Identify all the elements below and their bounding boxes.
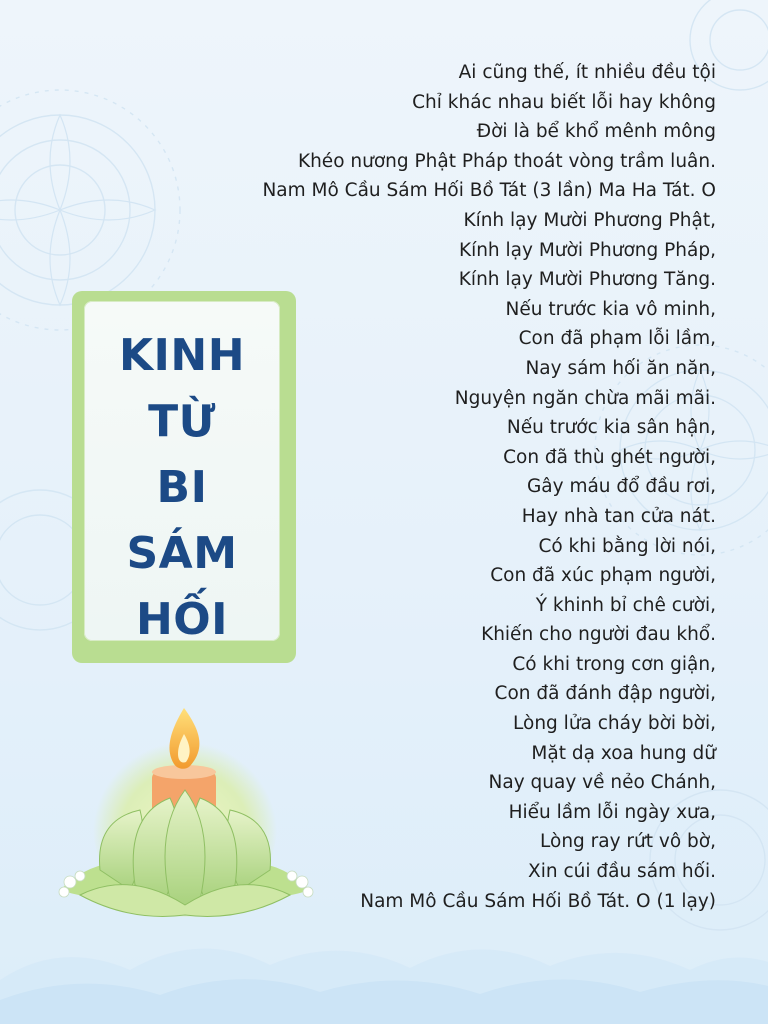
verse-line: Lòng lửa cháy bời bời, <box>513 713 716 735</box>
verse-line: Nếu trước kia vô minh, <box>505 298 716 320</box>
verse-line: Nguyện ngăn chừa mãi mãi. <box>454 387 716 409</box>
verse-line: Nay quay về nẻo Chánh, <box>488 772 716 794</box>
verse-line: Kính lạy Mười Phương Tăng. <box>458 269 716 291</box>
verse-line: Có khi trong cơn giận, <box>512 653 716 675</box>
verse-line: Kính lạy Mười Phương Phật, <box>463 209 716 231</box>
verse-line: Khiến cho người đau khổ. <box>481 624 716 646</box>
verse-line: Có khi bằng lời nói, <box>538 535 716 557</box>
title-line: BI <box>156 462 208 513</box>
title-line: TỪ <box>148 396 216 447</box>
title-line: KINH <box>118 330 246 381</box>
bottom-cloud-decoration <box>0 920 768 1024</box>
verse-line: Mặt dạ xoa hung dữ <box>531 742 716 764</box>
verse-line: Gây máu đổ đầu rơi, <box>526 476 716 498</box>
verse-line: Con đã thù ghét người, <box>503 446 716 468</box>
verse-line: Hiểu lầm lỗi ngày xưa, <box>508 801 716 823</box>
verse-line: Khéo nương Phật Pháp thoát vòng trầm luân. <box>297 150 716 172</box>
verse-line: Con đã xúc phạm người, <box>490 565 716 587</box>
verse-line: Chỉ khác nhau biết lỗi hay không <box>412 91 716 113</box>
verse-line: Con đã đánh đập người, <box>494 683 716 705</box>
title-line: HỐI <box>135 594 229 645</box>
verse-line: Ai cũng thế, ít nhiều đều tội <box>458 62 716 83</box>
verse-line: Đời là bể khổ mênh mông <box>476 121 716 143</box>
verse-line: Nam Mô Cầu Sám Hối Bồ Tát (3 lần) Ma Ha Tát. O <box>262 180 716 202</box>
verse-line: Con đã phạm lỗi lầm, <box>518 328 716 350</box>
verse-text <box>156 58 716 916</box>
verse-line: Lòng ray rứt vô bờ, <box>540 831 716 853</box>
verse-line: Ý khinh bỉ chê cười, <box>535 594 716 616</box>
verse-line: Nam Mô Cầu Sám Hối Bồ Tát. O (1 lạy) <box>360 890 716 912</box>
verse-line: Nay sám hối ăn năn, <box>525 357 716 379</box>
title-line: SÁM <box>126 528 238 579</box>
verse-line: Kính lạy Mười Phương Pháp, <box>458 239 716 261</box>
verse-line: Hay nhà tan cửa nát. <box>521 505 716 527</box>
verse-line: Xin cúi đầu sám hối. <box>528 861 716 883</box>
verse-line: Nếu trước kia sân hận, <box>506 417 716 439</box>
